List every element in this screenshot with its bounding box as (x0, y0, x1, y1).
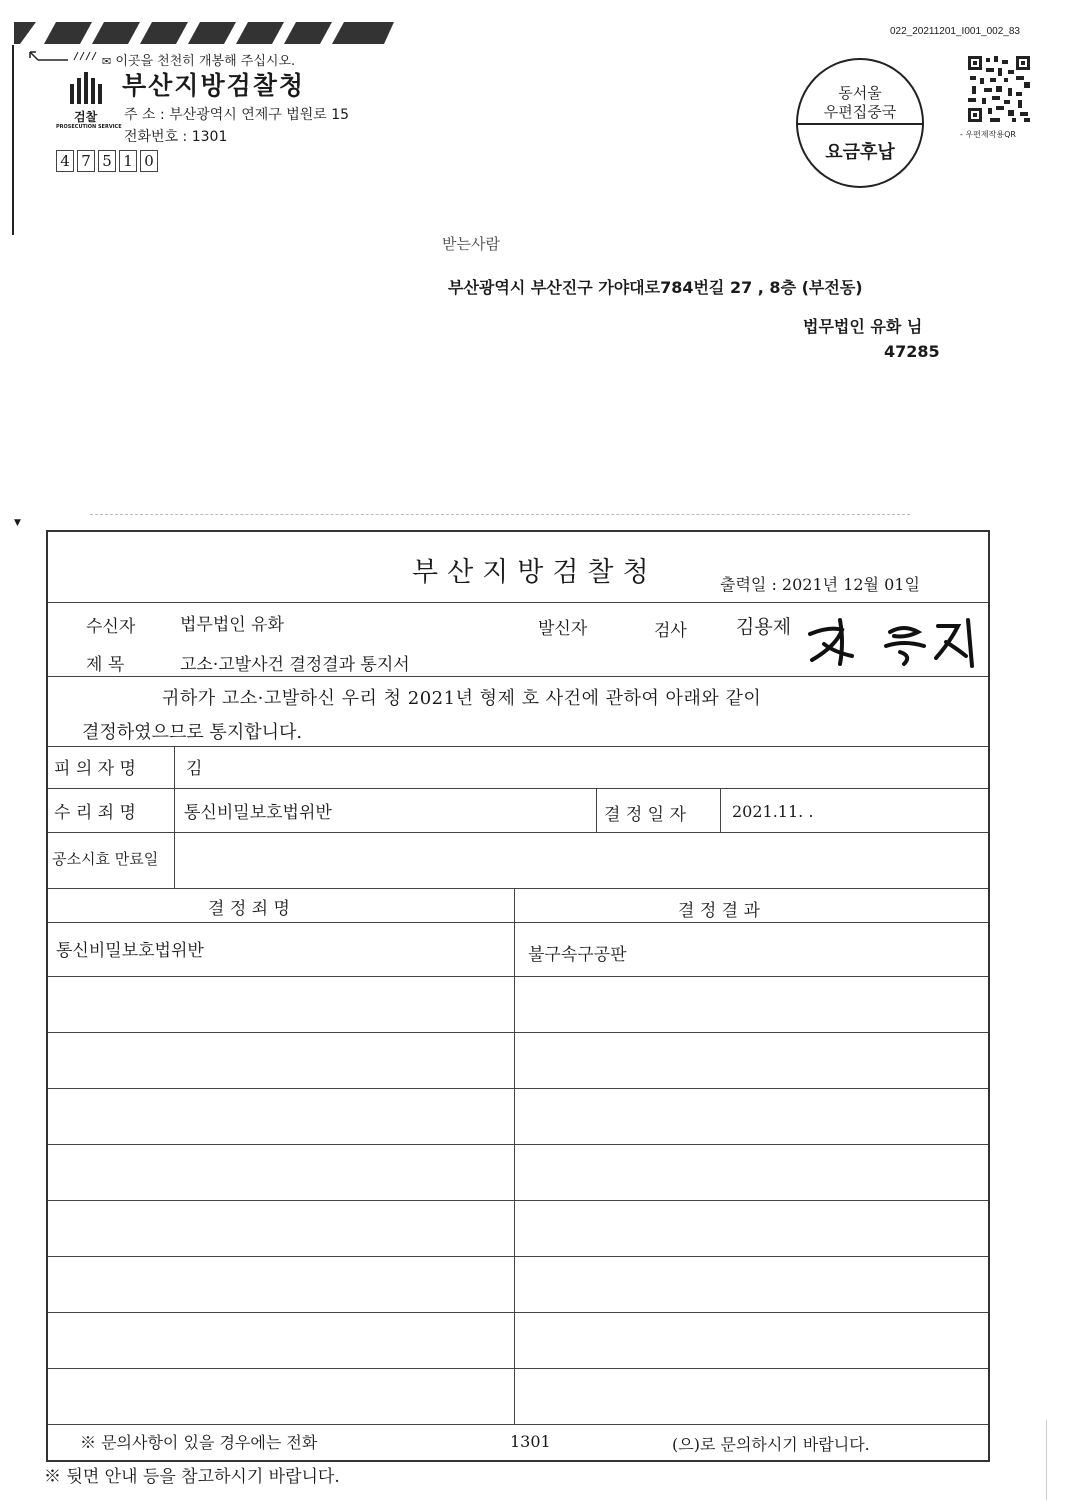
postage-stamp (796, 58, 924, 188)
logo-subtitle: PROSECUTION SERVICE (56, 124, 122, 130)
bottom-note: ※ 뒷면 안내 등을 참고하시기 바랍니다. (44, 1467, 340, 1487)
perforation-line (90, 514, 910, 515)
qr-caption: - 우편제작용QR (960, 130, 1016, 139)
postal-digit: 1 (119, 150, 137, 172)
recipient-name: 법무법인 유화 님 (803, 317, 923, 336)
inquiry-prefix: ※ 문의사항이 있을 경우에는 전화 (80, 1433, 318, 1452)
column-decision-result: 결 정 결 과 (678, 901, 760, 921)
stamp-line1: 동서울 (838, 84, 882, 102)
suspect-label: 피 의 자 명 (54, 759, 136, 779)
suspect-value: 김 (186, 759, 203, 779)
postal-code-boxes (56, 150, 161, 172)
decision-date-value: 2021.11. . (732, 802, 814, 821)
scissors-icon: ✉ (102, 55, 112, 68)
sender-org: 부산지방검찰청 (122, 71, 306, 100)
intro-line1: 귀하가 고소·고발하신 우리 청 2021년 형제 호 사건에 관하여 아래와 같이 (162, 688, 762, 709)
decision-result-1: 불구속구공판 (528, 945, 627, 965)
open-notice: ✉ 이곳을 천천히 개봉해 주십시오. (102, 54, 296, 69)
subject-label: 제 목 (86, 655, 125, 675)
recipient-postcode: 47285 (884, 342, 940, 361)
sender-name: 김용제 (736, 616, 792, 638)
sender-field-label: 발신자 (538, 619, 588, 639)
stamp-line3: 요금후납 (825, 142, 895, 163)
decision-charge-1: 통신비밀보호법위반 (56, 941, 204, 961)
corner-arrow-icon (28, 50, 98, 64)
charge-label: 수 리 죄 명 (54, 803, 136, 823)
prosecutor-signature (800, 612, 980, 668)
recipient-address: 부산광역시 부산진구 가야대로784번길 27 , 8층 (부전동) (448, 278, 863, 297)
print-date: 출력일 : 2021년 12월 01일 (720, 575, 920, 594)
postal-digit: 0 (140, 150, 158, 172)
column-decision-charge: 결 정 죄 명 (208, 899, 290, 919)
envelope-left-edge (12, 45, 14, 235)
decision-date-label: 결 정 일 자 (604, 805, 686, 825)
notice-form (46, 530, 990, 1462)
envelope-stripe (14, 22, 394, 44)
postal-digit: 5 (98, 150, 116, 172)
postal-digit: 4 (56, 150, 74, 172)
logo-text: 검찰 (74, 110, 98, 124)
fold-mark: ▼ (14, 518, 21, 528)
inquiry-phone: 1301 (510, 1432, 551, 1451)
statute-label: 공소시효 만료일 (52, 850, 159, 868)
sender-phone: 전화번호 : 1301 (124, 129, 228, 145)
sender-address: 주 소 : 부산광역시 연제구 법원로 15 (124, 107, 350, 123)
notice-title: 부산지방검찰청 (412, 557, 658, 588)
postal-digit: 7 (77, 150, 95, 172)
right-edge-mark (1046, 1420, 1047, 1500)
prosecution-logo-icon (68, 72, 108, 104)
recipient-field-value: 법무법인 유화 (180, 615, 284, 635)
charge-value: 통신비밀보호법위반 (184, 803, 332, 823)
sender-role: 검사 (654, 621, 687, 641)
qr-code-icon (968, 56, 1030, 122)
recipient-label: 받는사람 (442, 235, 500, 253)
inquiry-suffix: (으)로 문의하시기 바랍니다. (672, 1435, 870, 1454)
intro-line2: 결정하였으므로 통지합니다. (82, 722, 303, 743)
document-code: 022_20211201_I001_002_83 (890, 26, 1020, 37)
recipient-field-label: 수신자 (86, 617, 136, 637)
stamp-line2: 우편집중국 (823, 103, 897, 121)
subject-value: 고소·고발사건 결정결과 통지서 (180, 655, 410, 675)
